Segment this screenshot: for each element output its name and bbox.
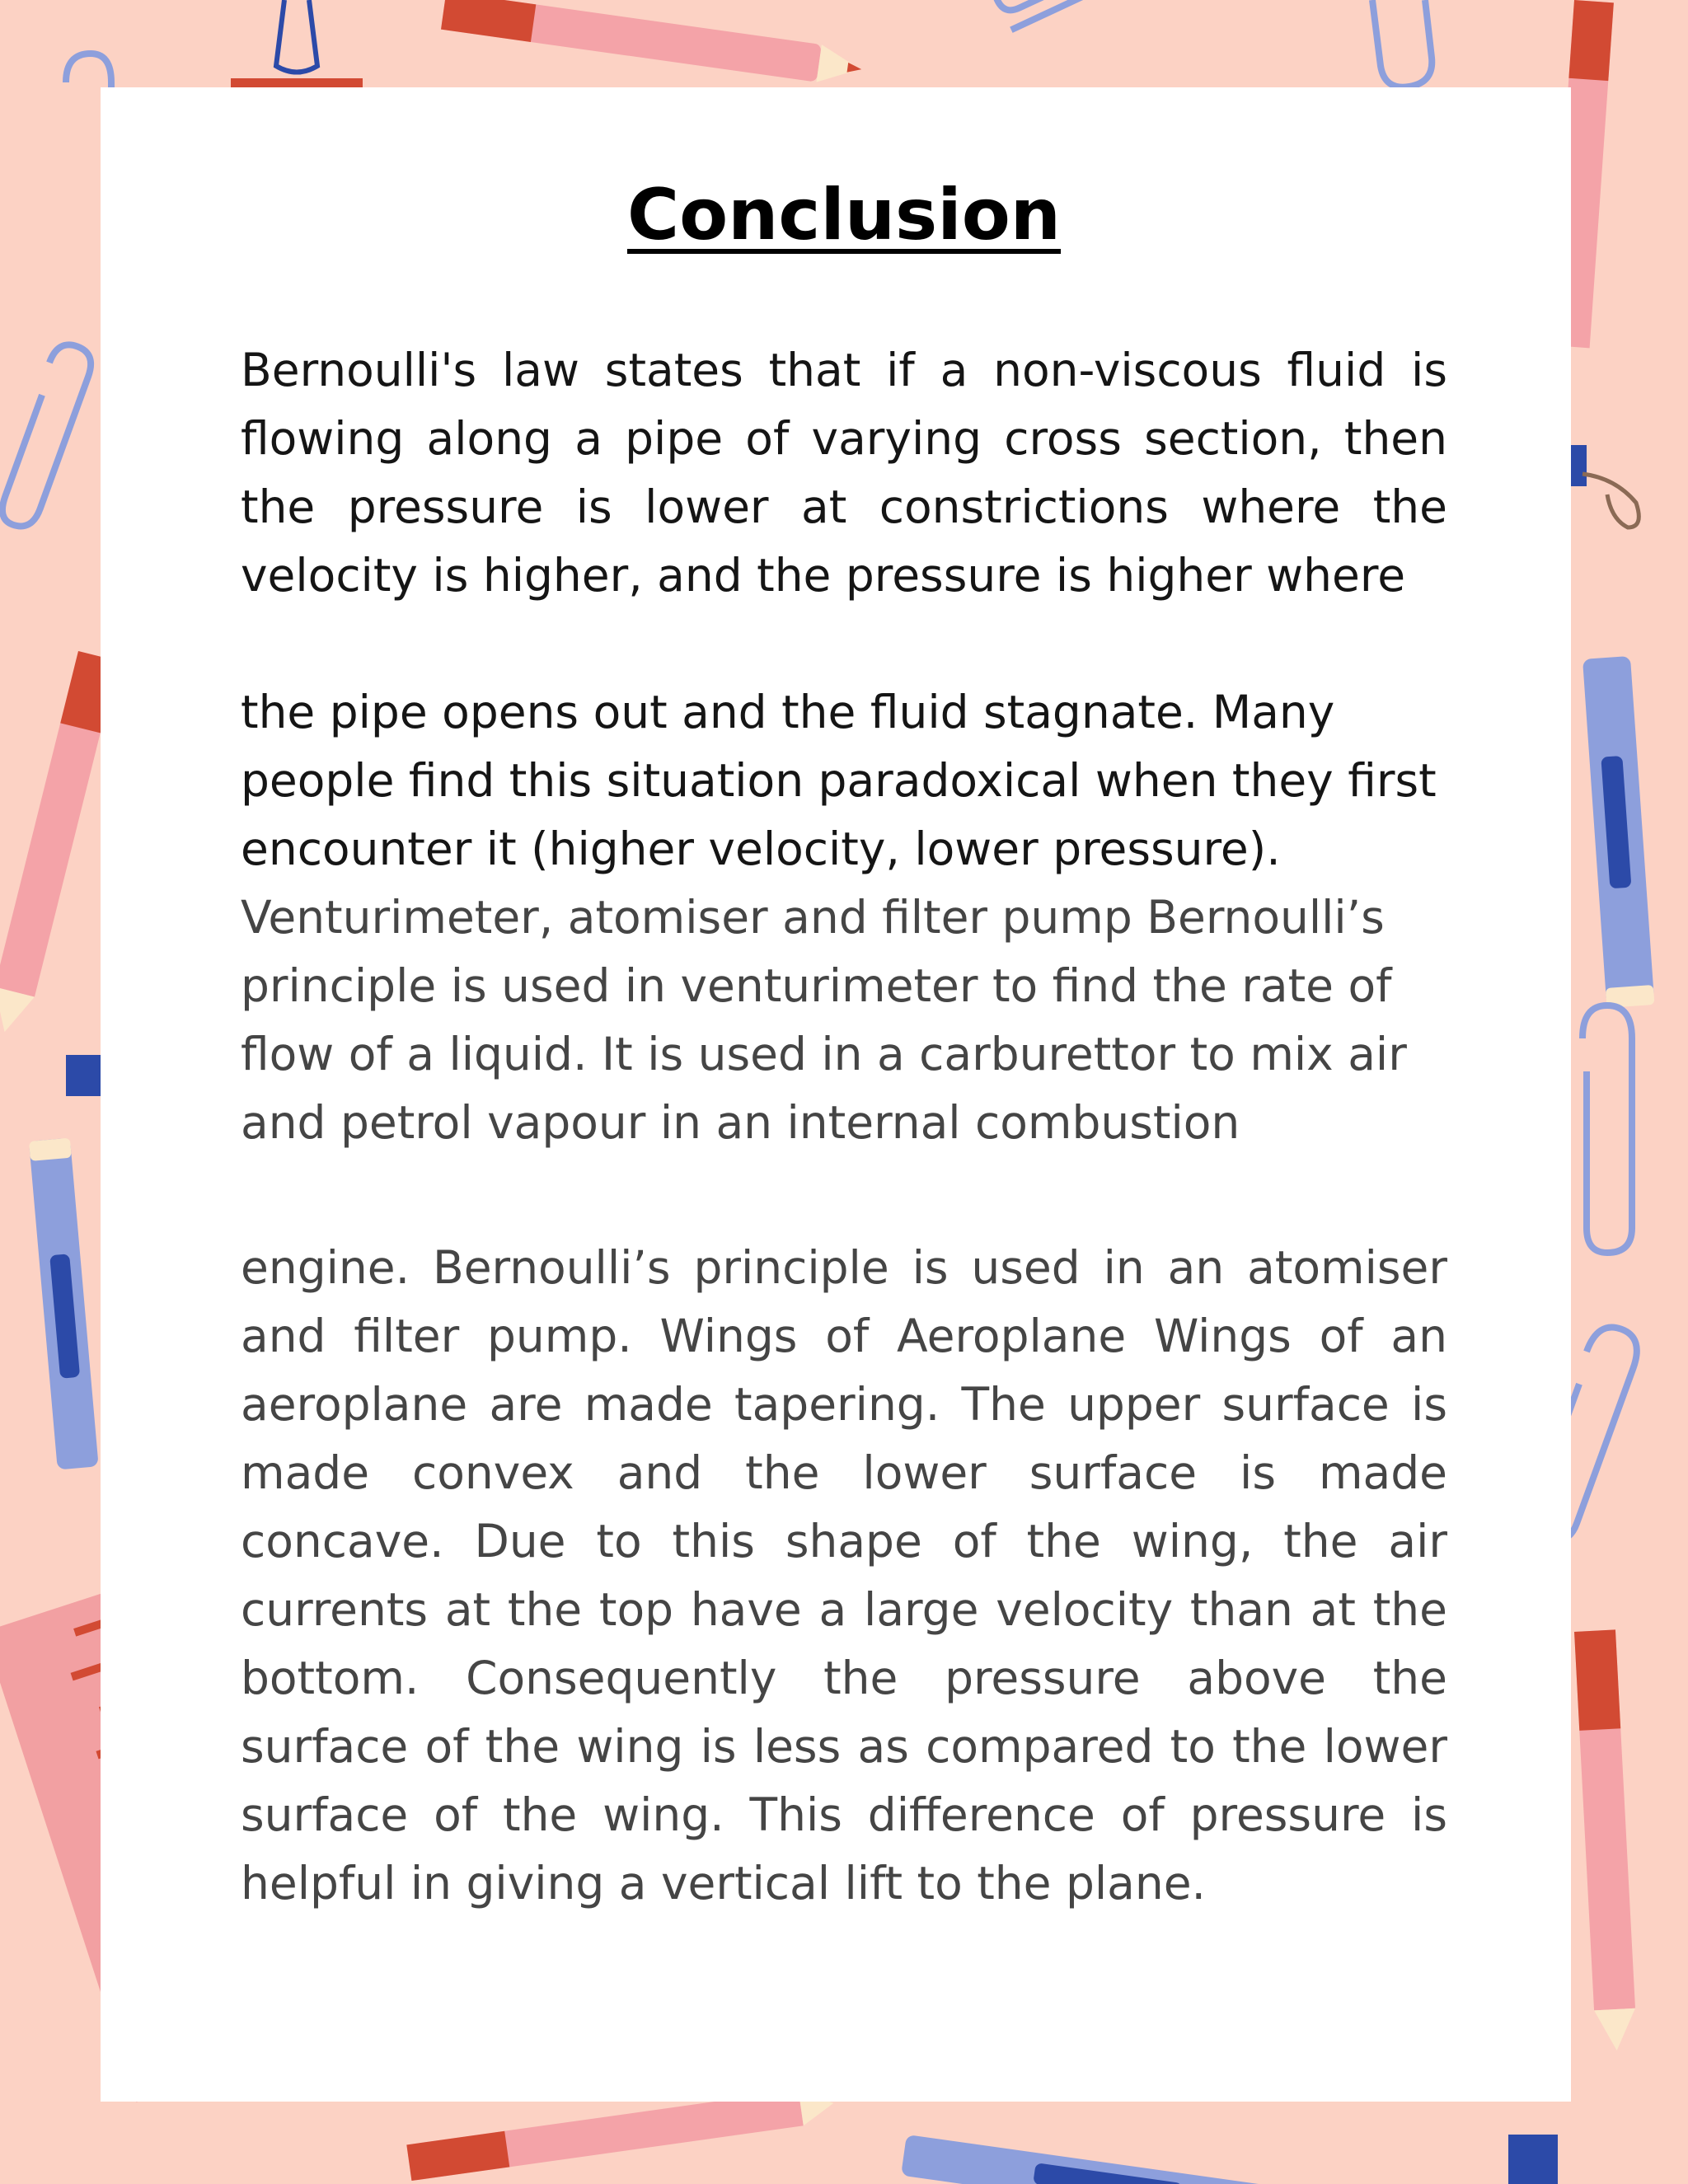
paragraph-aeroplane-wings: engine. Bernoulli’s principle is used in an atomiser and filter pump. Wings of Aeroplane Wings of an aeroplane are made tapering. The upper surface is made convex and the lower surface is made concave. Due to this shape of the wing, the air currents at the top have a large velocity than at the bottom. Consequently the pressure above the surface of the wing is less as compared to the lower surface of the wing. This difference of pressure is helpful in giving a vertical lift to the plane. [241,1241,1447,1910]
binder-clip-icon [1508,2135,1558,2184]
pencil-icon [1574,1629,1638,2051]
pencil-icon [441,0,864,88]
page-title: Conclusion [626,174,1062,256]
paperclip-icon [1582,1005,1632,1253]
paperclip-icon [0,340,96,532]
paragraph-applications: Venturimeter, atomiser and filter pump Bernoulli’s principle is used in venturimeter to find the rate of flow of a liquid. It is used in a carburettor to mix air and petrol vapour in an internal combustion [241,891,1407,1149]
paragraph-paradox: the pipe opens out and the fluid stagnate. Many people find this situation paradoxical when they first encounter it (higher velocity, lower pressure). [241,686,1437,875]
marker-icon [29,1138,99,1470]
paragraph-bernoulli-law: Bernoulli's law states that if a non-viscous fluid is flowing along a pipe of varying cross section, then the pressure is lower at constrictions where the velocity is higher, and the pressure is higher where [241,344,1447,602]
binder-clip-icon [1570,445,1639,527]
paperclip-icon [991,0,1161,30]
binder-clip-icon [66,1055,101,1096]
marker-icon [1582,656,1654,1008]
marker-icon [901,2135,1413,2184]
paperclip-icon [1372,0,1432,87]
binder-clip-icon [231,0,363,95]
